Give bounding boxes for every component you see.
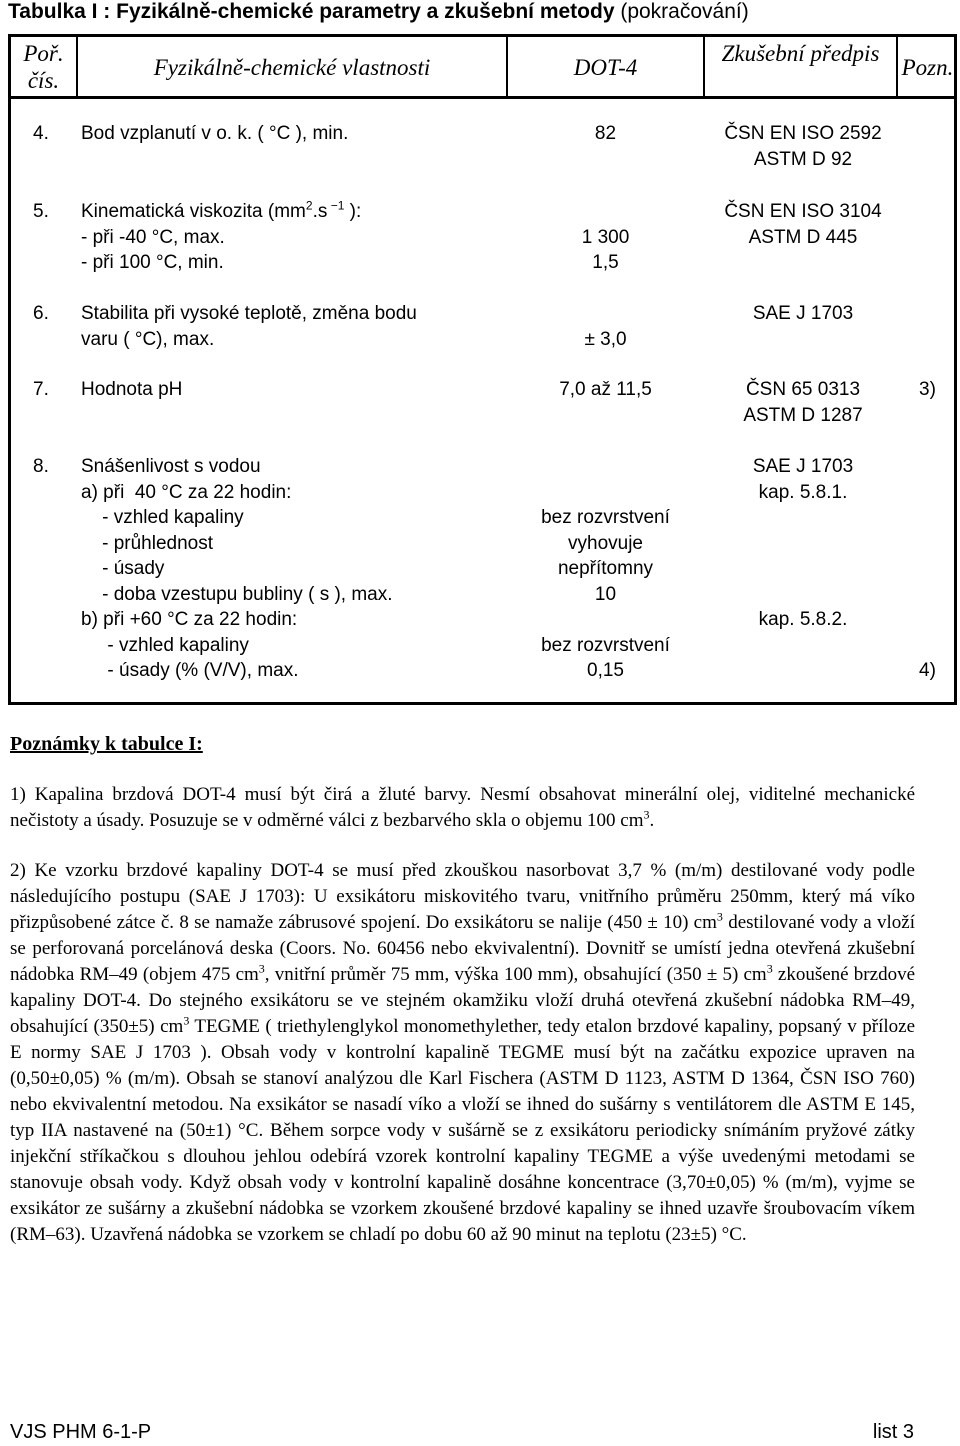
row-num: 4.	[33, 123, 49, 144]
row-method: ČSN 65 0313 ASTM D 1287	[743, 379, 863, 426]
row-property: Snášenlivost s vodou a) při 40 °C za 22 hodin: - vzhled kapaliny - průhlednost - úsady - doba vzestupu bubliny ( s ), max. b) při +60 °C za 22 hodin: - vzhled kapaliny - úsady (% (V/V), max.	[81, 456, 393, 681]
row-num: 6.	[33, 303, 49, 324]
row-method: ČSN EN ISO 3104 ASTM D 445	[724, 201, 882, 248]
row-dot4-value: ± 3,0	[584, 328, 627, 350]
row-note: 4)	[919, 660, 936, 681]
row-property: Kinematická viskozita ($mm^2.s$ $^{-1}$ ): - při -40 °C, max. - při 100 °C, min.	[81, 198, 362, 273]
row-num: 5.	[33, 201, 49, 222]
row-note: 3)	[919, 379, 936, 400]
footer-page: list 3	[872, 1421, 914, 1443]
header-dot4: DOT-4	[573, 55, 638, 80]
header-note: Pozn.	[901, 55, 954, 80]
footer-document-id: VJS PHM 6-1-P	[10, 1421, 152, 1443]
header-method: Zkušební předpis	[721, 41, 880, 66]
row-dot4-value: 1 300 1,5	[581, 226, 630, 273]
note-paragraph-2: 2) Ke vzorku brzdové kapaliny DOT-4 se musí před zkouškou nasorbovat 3,7 % (m/m) destilované vody podle následujícího postupu (SAE J 1703): U exsikátoru miskovitého tvaru, vnitřního průměru 250mm, který má víko přizpůsobené zátce č. 8 se namaže zábrusové spojení. Do exsikátoru se nalije (450 ± 10) $cm^3$ destilované vody a vloží se perforovaná porcelánová deska (Coors. No. 60456 nebo ekvivalentní). Dovnitř se umístí jedna otevřená zkušební nádobka RM–49 (objem 475 $cm^3$, vnitřní průměr 75 mm, výška 100 mm), obsahující (350 ± 5) $cm^3$ zkoušené brzdové kapaliny DOT-4. Do stejného exsikátoru se ve stejném okamžiku vloží druhá otevřená zkušební nádobka RM–49, obsahující (350±5) $cm^3$ TEGME ( triethylenglykol monomethylether, tedy etalon brzdové kapaliny, popsaný v příloze E normy SAE J 1703 ). Obsah vody v kontrolní kapalině TEGME musí být na začátku expozice upraven na (0,50±0,05) % (m/m). Obsah se stanoví analýzou dle Karl Fischera (ASTM D 1123, ASTM D 1364, ČSN ISO 760) nebo ekvivalentní metodou. Na exsikátor se nasadí víko a vloží se ihned do sušárny s ventilátorem dle ASTM E 145, typ IIA nastavené na (50±1) °C. Během sorpce vody v sušárně se z exsikátoru periodicky snímáním pryžové zátky injekční stříkačkou s dlouhou jehlou odebírá vzorek kontrolní kapaliny TEGME a výše uvedenými metodami se stanovuje obsah vody. Když obsah vody v kontrolní kapalině dosáhne koncentrace (3,70±0,05) % (m/m), vyjme se exsikátor ze sušárny a zkušební nádobka se vzorkem zkoušené brzdové kapaliny se ihned uzavře šroubovacím víkem (RM–63). Uzavřená nádobka se vzorkem se chladí po dobu 60 až 90 minut na teplotu (23±5) °C.	[10, 860, 916, 1245]
row-property: Hodnota pH	[81, 379, 183, 400]
page-title: Tabulka I : Fyzikálně-chemické parametry a zkušební metody (pokračování)	[8, 0, 749, 23]
row-property: Bod vzplanutí v o. k. ( °C ), min.	[81, 123, 349, 144]
row-method: SAE J 1703	[752, 303, 854, 324]
row-dot4-value: 82	[594, 123, 617, 144]
row-num: 7.	[33, 379, 49, 400]
header-num: Poř. čís.	[23, 41, 64, 93]
row-property: Stabilita při vysoké teplotě, změna bodu varu ( °C), max.	[81, 303, 417, 350]
row-method: SAE J 1703 kap. 5.8.1. kap. 5.8.2.	[752, 456, 854, 630]
row-method: ČSN EN ISO 2592 ASTM D 92	[724, 123, 882, 170]
note-paragraph-1: 1) Kapalina brzdová DOT-4 musí být čirá a žluté barvy. Nesmí obsahovat minerální olej, viditelné mechanické nečistoty a úsady. Posuzuje se v odměrné válci z bezbarvého skla o objemu 100 $cm^3$.	[10, 784, 915, 831]
notes-heading: Poznámky k tabulce I:	[10, 733, 203, 755]
row-dot4-value: 7,0 až 11,5	[559, 379, 652, 400]
row-dot4-value: bez rozvrstvení vyhovuje nepřítomny 10 bez rozvrstvení 0,15	[541, 507, 670, 681]
header-divider	[11, 96, 954, 99]
header-properties: Fyzikálně-chemické vlastnosti	[153, 55, 431, 80]
row-num: 8.	[33, 456, 49, 477]
parameters-table	[8, 34, 957, 705]
